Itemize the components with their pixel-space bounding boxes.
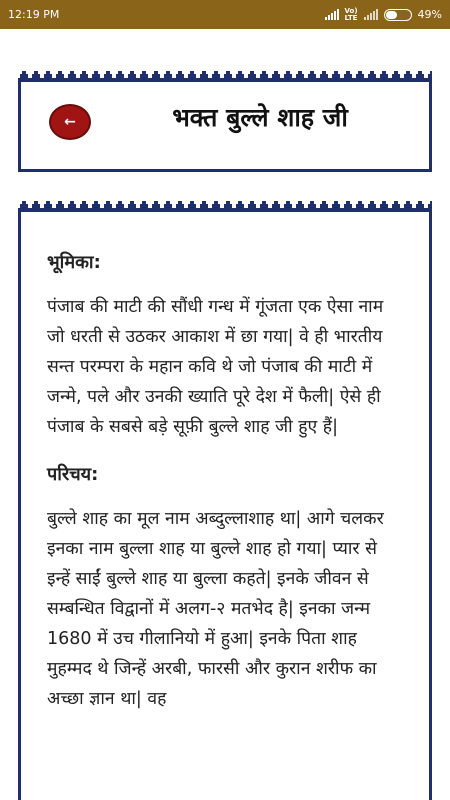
section-text: पंजाब की माटी की सौंधी गन्ध में गूंजता एक ऐसा नाम जो धरती से उठकर आकाश में छा गया| वे ही भारतीय सन्त परम्परा के महान कवि थे जो पंजाब की माटी में जन्मे, पले और उनकी ख्याति पूरे देश में फैली| ऐसे ही पंजाब के सबसे बड़े सूफ़ी बुल्ले शाह जी हुए हैं| (47, 297, 384, 437)
decorative-border (18, 200, 432, 212)
signal-icon (325, 9, 339, 20)
section-title: परिचय: (47, 464, 99, 485)
status-icons (325, 8, 443, 22)
section-title: भूमिका: (47, 252, 101, 273)
status-time: 12:19 PM (8, 8, 60, 21)
back-arrow-icon: ← (64, 114, 76, 130)
page-title: भक्त बुल्ले शाह जी (172, 103, 348, 132)
content-card (18, 208, 432, 800)
header-card (18, 78, 432, 172)
section-intro (47, 250, 403, 442)
battery-percent: 49% (417, 8, 442, 21)
back-button[interactable] (49, 104, 91, 140)
battery-icon (384, 9, 412, 21)
signal-icon-2 (364, 9, 378, 20)
decorative-border (18, 70, 432, 82)
status-bar (0, 0, 450, 29)
section-introduction (47, 462, 403, 714)
section-text: बुल्ले शाह का मूल नाम अब्दुल्लाशाह था| आगे चलकर इनका नाम बुल्ला शाह या बुल्ले शाह हो गया| प्यार से इन्हें साईं बुल्ले शाह या बुल्ला कहते| इनके जीवन से सम्बन्धित विद्वानों में अलग-२ मतभेद है| इनका जन्म 1680 में उच गीलानियो में हुआ| इनके पिता शाह मुहम्मद थे जिन्हें अरबी, फारसी और कुरान शरीफ का अच्छा ज्ञान था| वह (47, 509, 384, 709)
volte-icon: Vo) LTE (344, 6, 358, 22)
